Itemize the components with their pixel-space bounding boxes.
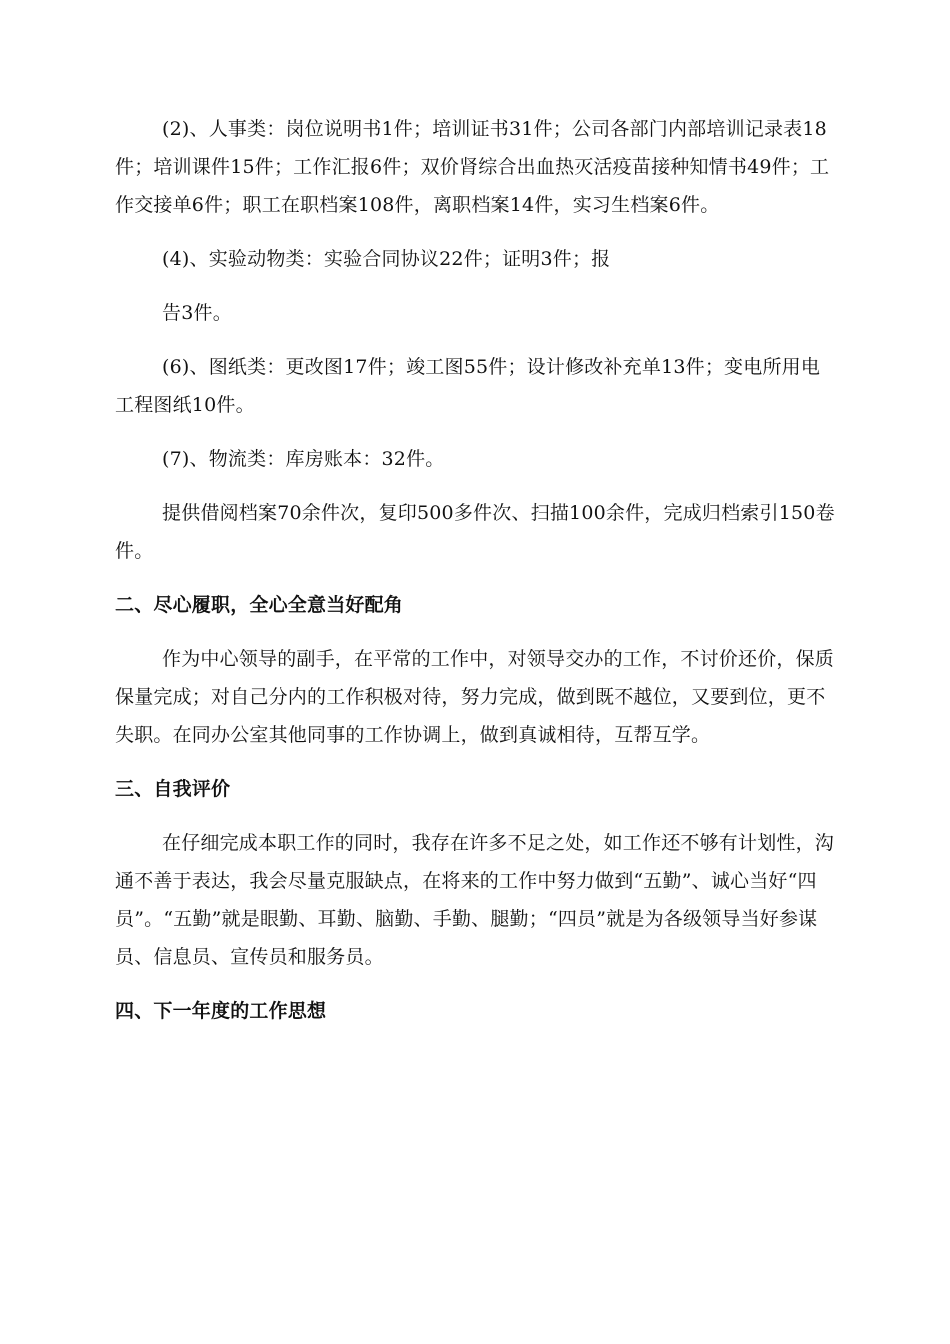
- paragraph-logistics: (7)、物流类：库房账本：32件。: [162, 448, 445, 470]
- paragraph-drawings: (6)、图纸类：更改图17件；竣工图55件；设计修改补充单13件；变电所用电工程图纸10件。: [115, 356, 821, 416]
- paragraph-borrowing: 提供借阅档案70余件次，复印500多件次、扫描100余件，完成归档索引150卷件。: [115, 502, 835, 562]
- paragraph-personnel: (2)、人事类：岗位说明书1件；培训证书31件；公司各部门内部培训记录表18件；培训课件15件；工作汇报6件；双价肾综合出血热灭活疫苗接种知情书49件；工作交接单6件；职工在职档案108件，离职档案14件，实习生档案6件。: [115, 118, 830, 216]
- document-body: [115, 110, 837, 1030]
- paragraph-role: 作为中心领导的副手，在平常的工作中，对领导交办的工作，不讨价还价，保质保量完成；对自己分内的工作积极对待，努力完成，做到既不越位，又要到位，更不失职。在同办公室其他同事的工作协调上，做到真诚相待，互帮互学。: [115, 648, 835, 746]
- paragraph-self-evaluation: 在仔细完成本职工作的同时，我存在许多不足之处，如工作还不够有计划性，沟通不善于表达，我会尽量克服缺点，在将来的工作中努力做到“五勤”、诚心当好“四员”。“五勤”就是眼勤、耳勤、脑勤、手勤、腿勤；“四员”就是为各级领导当好参谋员、信息员、宣传员和服务员。: [115, 832, 835, 968]
- section-heading-2: 二、尽心履职，全心全意当好配角: [115, 594, 404, 616]
- section-heading-3: 三、自我评价: [115, 778, 231, 800]
- section-heading-4: 四、下一年度的工作思想: [115, 1000, 327, 1022]
- paragraph-lab-animals-cont: 告3件。: [162, 302, 232, 324]
- paragraph-lab-animals: (4)、实验动物类：实验合同协议22件；证明3件；报: [162, 248, 611, 270]
